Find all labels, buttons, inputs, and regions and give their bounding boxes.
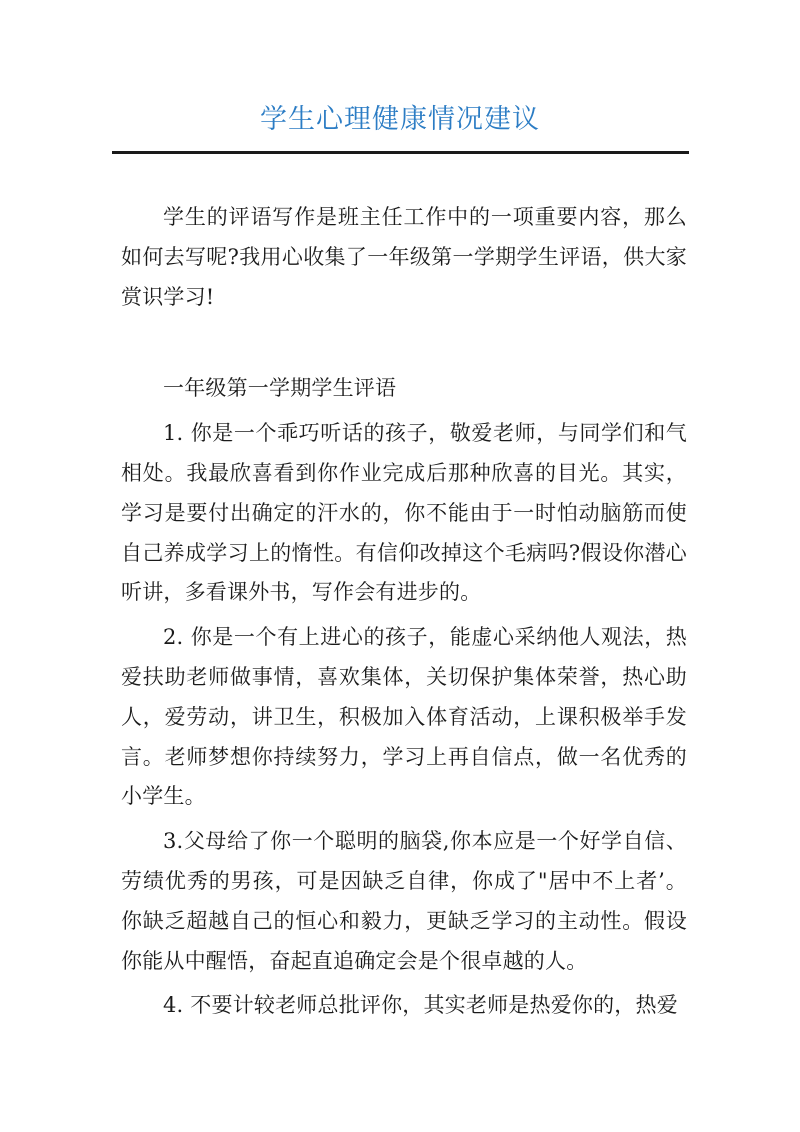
comment-item-1: 1. 你是一个乖巧听话的孩子，敬爱老师，与同学们和气相处。我最欣喜看到你作业完成后那种欣喜的目光。其实，学习是要付出确定的汗水的，你不能由于一时怕动脑筋而使自己养成学习上的惰性。有信仰改掉这个毛病吗?假设你潜心听讲，多看课外书，写作会有进步的。 — [121, 421, 687, 605]
title-divider — [112, 151, 689, 154]
comment-item-3: 3.父母给了你一个聪明的脑袋,你本应是一个好学自信、劳绩优秀的男孩，可是因缺乏自律，你成了"居中不上者’。你缺乏超越自己的恒心和毅力，更缺乏学习的主动性。假设你能从中醒悟，奋起直追确定会是个很卓越的人。 — [121, 829, 687, 973]
comment-item-2: 2. 你是一个有上进心的孩子，能虚心采纳他人观法，热爱扶助老师做事情，喜欢集体，关切保护集体荣誉，热心助人，爱劳动，讲卫生，积极加入体育活动，上课积极举手发言。老师梦想你持续努力，学习上再自信点，做一名优秀的小学生。 — [121, 625, 687, 809]
document-title: 学生心理健康情况建议 — [260, 104, 540, 135]
document-body — [121, 198, 687, 1026]
intro-paragraph: 学生的评语写作是班主任工作中的一项重要内容，那么如何去写呢?我用心收集了一年级第一学期学生评语，供大家赏识学习! — [121, 205, 687, 309]
section-heading: 一年级第一学期学生评语 — [163, 376, 397, 401]
comment-item-4: 4. 不要计较老师总批评你，其实老师是热爱你的，热爱 — [163, 993, 678, 1018]
